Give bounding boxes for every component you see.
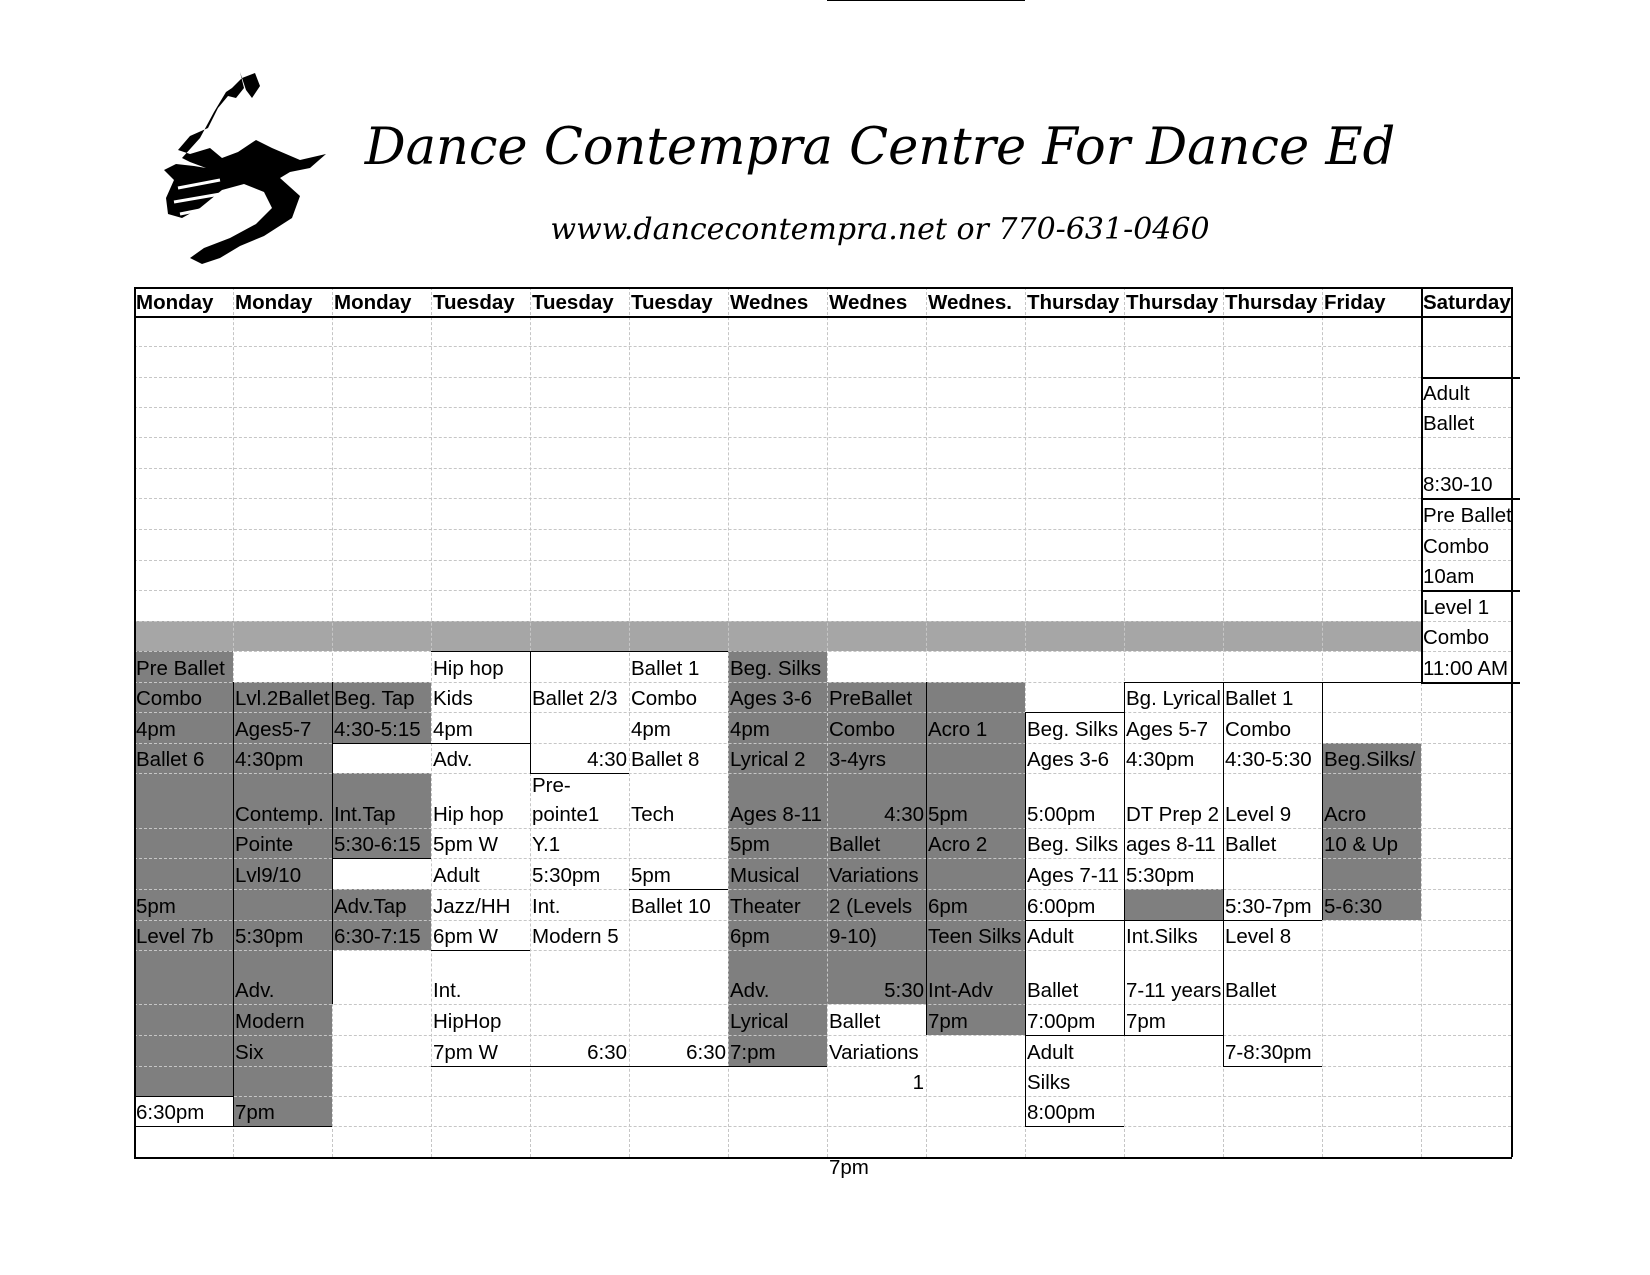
schedule-cell: pointe1 [532,803,600,826]
column-header: Wednes [730,291,809,314]
grid-line-h [134,498,1511,499]
schedule-cell: 7pm [1126,1010,1166,1033]
schedule-cell: Int-Adv [928,979,993,1002]
box-border [1223,1066,1322,1067]
schedule-cell: 6pm W [433,925,498,948]
schedule-cell: 7-8:30pm [1225,1041,1312,1064]
grid-line-h [134,560,1511,561]
schedule-cell: Level 7b [136,925,214,948]
schedule-cell: Lvl9/10 [235,864,302,887]
grid-line-h [134,437,1511,438]
schedule-cell: Hip hop [433,803,504,826]
schedule-cell: 10 & Up [1324,833,1399,856]
box-border [1421,682,1520,684]
schedule-cell: Ballet [829,833,881,856]
schedule-cell: 7-11 years [1126,979,1222,1002]
schedule-cell: Pre Ballet [136,657,225,680]
schedule-cell: Kids [433,687,473,710]
schedule-cell: 5:00pm [1027,803,1096,826]
schedule-cell: Ballet [1225,979,1277,1002]
schedule-cell: 5:30pm [532,864,601,887]
schedule-cell: Level 9 [1225,803,1292,826]
box-border [431,1066,530,1067]
schedule-cell: Int. [433,979,462,1002]
schedule-cell: Ballet 6 [136,748,205,771]
schedule-cell: 6:30-7:15 [334,925,421,948]
grid-line-h [134,377,1511,378]
column-header: Tuesday [532,291,614,314]
schedule-cell: Adult [1027,925,1074,948]
schedule-cell: Acro [1324,803,1367,826]
schedule-cell: 4:30pm [235,748,304,771]
schedule-cell: Beg. Silks [730,657,822,680]
shaded-block [1124,889,1223,920]
page-subtitle: www.dancecontempra.net or 770-631-0460 [550,212,1210,247]
schedule-cell: 4pm [631,718,671,741]
schedule-cell: 5pm [928,803,968,826]
schedule-cell: 8:00pm [1027,1101,1096,1124]
column-header: Tuesday [433,291,515,314]
schedule-cell: 6:30 [587,1041,627,1064]
column-header: Wednes. [928,291,1012,314]
schedule-cell: 11:00 AM [1423,657,1509,680]
schedule-cell: Int.Silks [1126,925,1198,948]
schedule-cell: Jazz/HH [433,895,511,918]
schedule-cell: Lvl.2Ballet [235,687,330,710]
schedule-cell: 9-10) [829,925,877,948]
schedule-cell: Acro 2 [928,833,988,856]
schedule-cell: 5:30-6:15 [334,833,421,856]
schedule-cell: 7:pm [730,1041,776,1064]
box-border [728,1066,827,1067]
schedule-cell: Adult [1423,382,1470,405]
column-header: Monday [235,291,313,314]
schedule-cell: 6:00pm [1027,895,1096,918]
schedule-cell: Lyrical [730,1010,789,1033]
column-header: Friday [1324,291,1386,314]
schedule-cell: Adv.Tap [334,895,407,918]
schedule-cell: Combo [1423,535,1490,558]
schedule-cell: PreBallet [829,687,913,710]
schedule-cell: Adult [1027,1041,1074,1064]
schedule-cell: Teen Silks [928,925,1022,948]
schedule-cell: Beg.Silks/ [1324,748,1416,771]
schedule-cell: Modern [235,1010,305,1033]
schedule-cell: 5:30pm [235,925,304,948]
schedule-cell: Ages 8-11 [730,803,822,826]
schedule-cell: Ages 5-7 [1126,718,1209,741]
schedule-cell: Adult [433,864,480,887]
schedule-cell: 6pm [928,895,968,918]
page-title: Dance Contempra Centre For Dance Ed [364,118,1396,177]
schedule-cell: Silks [1027,1071,1071,1094]
box-border [629,1066,728,1067]
schedule-cell: 5-6:30 [1324,895,1383,918]
schedule-cell: 6:30pm [136,1101,205,1124]
schedule-cell: Pointe [235,833,294,856]
schedule-cell: 8:30-10 [1423,473,1493,496]
schedule-cell: Combo [136,687,203,710]
grid-line-h [134,529,1511,530]
schedule-cell: 4:30 [884,803,924,826]
schedule-cell: Adv. [235,979,275,1002]
schedule-cell: Combo [631,687,698,710]
schedule-cell: Pre Ballet [1423,504,1512,527]
schedule-cell: Lyrical 2 [730,748,806,771]
box-border [530,1066,629,1067]
schedule-cell: 7pm W [433,1041,498,1064]
box-border [926,0,1025,1]
box-border [332,743,431,744]
schedule-cell: 6pm [730,925,770,948]
column-header: Monday [334,291,412,314]
schedule-cell: Beg. Silks [1027,718,1119,741]
schedule-cell: 4:30 [587,748,627,771]
schedule-cell: 7pm [829,1156,869,1179]
column-header: Thursday [1126,291,1219,314]
schedule-cell: Ballet 10 [631,895,711,918]
schedule-cell: 7pm [928,1010,968,1033]
schedule-cell: Tech [631,803,675,826]
schedule-cell: Adv. [730,979,770,1002]
schedule-cell: 4pm [433,718,473,741]
grid-line-h [134,407,1511,408]
schedule-cell: 7:00pm [1027,1010,1096,1033]
schedule-cell: 5:30pm [1126,864,1195,887]
schedule-cell: Combo [1225,718,1292,741]
lunch-band [134,621,1421,651]
schedule-cell: 4:30pm [1126,748,1195,771]
schedule-cell: Musical [730,864,800,887]
schedule-cell: 5pm [631,864,671,887]
box-border [233,1126,332,1127]
schedule-cell: Int. [532,895,561,918]
column-header: Monday [136,291,214,314]
grid-line-h [134,1096,1511,1097]
grid-line-h [134,468,1511,469]
column-header: Saturday [1423,291,1511,314]
schedule-cell: 3-4yrs [829,748,886,771]
schedule-cell: 5pm [136,895,176,918]
grid-line-h [134,621,1511,622]
shaded-block [926,682,1025,712]
schedule-cell: Ballet 1 [1225,687,1294,710]
schedule-cell: Beg. Tap [334,687,415,710]
column-header: Tuesday [631,291,713,314]
column-header: Thursday [1225,291,1318,314]
schedule-cell: Ages5-7 [235,718,312,741]
schedule-cell: Combo [1423,626,1490,649]
schedule-cell: 5pm W [433,833,498,856]
schedule-cell: Ballet [1027,979,1079,1002]
schedule-cell: 4:30-5:30 [1225,748,1312,771]
schedule-cell: Six [235,1041,264,1064]
schedule-cell: Hip hop [433,657,504,680]
schedule-cell: Y.1 [532,833,561,856]
box-border [1322,682,1421,683]
schedule-cell: 1 [912,1071,924,1094]
box-border [134,1126,233,1127]
schedule-cell: 6:30 [686,1041,726,1064]
box-border [827,0,926,1]
box-border [1025,1126,1124,1127]
schedule-cell: Variations [829,864,919,887]
schedule-cell: Modern 5 [532,925,619,948]
schedule-cell: Theater [730,895,801,918]
schedule-cell: Level 8 [1225,925,1292,948]
schedule-cell: Ballet [1225,833,1277,856]
schedule-cell: Variations [829,1041,919,1064]
schedule-cell: 4pm [730,718,770,741]
schedule-cell: 4pm [136,718,176,741]
schedule-cell: Beg. Silks [1027,833,1119,856]
column-header: Thursday [1027,291,1120,314]
schedule-cell: Int.Tap [334,803,396,826]
schedule-cell: 10am [1423,565,1475,588]
schedule-cell: Ages 3-6 [1027,748,1110,771]
schedule-cell: Ballet 8 [631,748,700,771]
schedule-cell: 5pm [730,833,770,856]
schedule-cell: Ballet [829,1010,881,1033]
grid-line-h [134,1126,1511,1127]
column-header: Wednes [829,291,908,314]
schedule-cell: 2 (Levels [829,895,913,918]
table-border-bottom [134,1157,1512,1159]
grid-line-h [134,590,1511,591]
schedule-cell: Ballet [1423,412,1475,435]
grid-line-h [134,346,1511,347]
schedule-cell: Pre- [532,774,571,797]
schedule-cell: Ages 3-6 [730,687,813,710]
schedule-cell: DT Prep 2 [1126,803,1220,826]
schedule-cell: HipHop [433,1010,502,1033]
schedule-cell: Level 1 [1423,596,1490,619]
schedule-cell: Contemp. [235,803,324,826]
schedule-cell: Acro 1 [928,718,988,741]
schedule-cell: Adv. [433,748,473,771]
box-border [530,651,629,652]
schedule-cell: 5:30 [884,979,924,1002]
schedule-cell: 4:30-5:15 [334,718,421,741]
schedule-cell: Ballet 2/3 [532,687,618,710]
schedule-cell: Combo [829,718,896,741]
schedule-cell: Ballet 1 [631,657,700,680]
schedule-cell: 7pm [235,1101,275,1124]
box-border [332,858,431,859]
box-border [1124,1035,1223,1036]
schedule-cell: 5:30-7pm [1225,895,1312,918]
schedule-cell: Bg. Lyrical [1126,687,1221,710]
schedule-cell: Ages 7-11 [1027,864,1119,887]
schedule-cell: ages 8-11 [1126,833,1216,856]
